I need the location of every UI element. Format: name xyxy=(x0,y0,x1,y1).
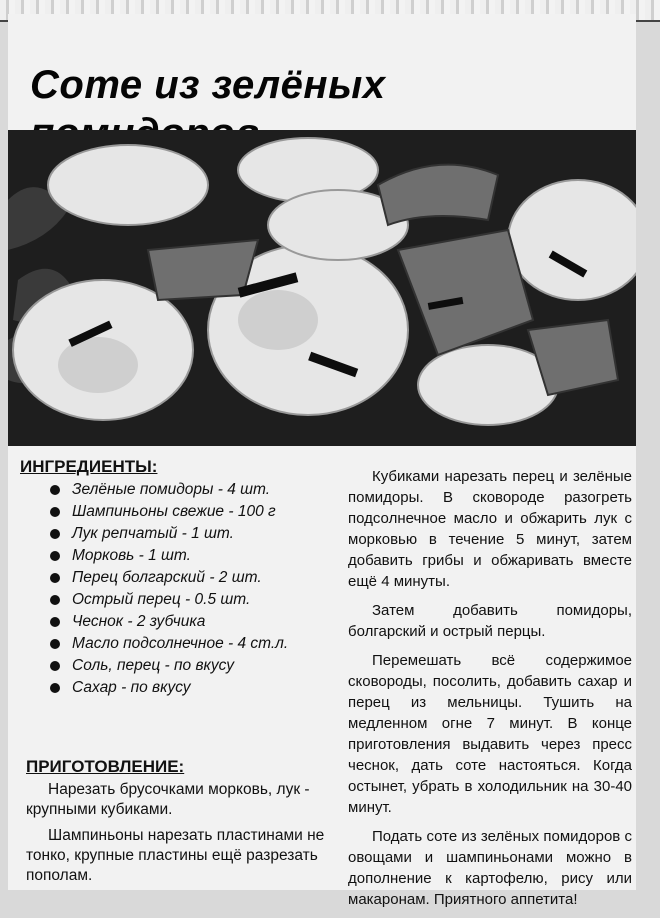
preparation-paragraph: Шампиньоны нарезать пластинами не тонко, крупные пластины ещё разрезать пополам. xyxy=(26,827,325,884)
ingredient-text: Соль, перец - по вкусу xyxy=(72,657,234,674)
ingredients-list xyxy=(20,480,340,698)
dish-photo xyxy=(8,130,636,446)
title-line-1: Соте из зелёных xyxy=(30,62,386,107)
list-item xyxy=(20,590,340,610)
recipe-page xyxy=(8,14,636,908)
preparation-paragraph: Подать соте из зелёных помидоров с овощами и шампиньонами можно в дополнение к картофелю, рису или макаронам. Приятного аппетита! xyxy=(348,828,632,908)
bullet-icon xyxy=(50,639,60,649)
ingredient-text: Перец болгарский - 2 шт. xyxy=(72,569,262,586)
bullet-icon xyxy=(50,661,60,671)
preparation-paragraph: Затем добавить помидоры, болгарский и острый перцы. xyxy=(348,602,632,640)
bullet-icon xyxy=(50,551,60,561)
ingredient-text: Зелёные помидоры - 4 шт. xyxy=(72,481,271,498)
bullet-icon xyxy=(50,507,60,517)
ingredient-text: Острый перец - 0.5 шт. xyxy=(72,591,251,608)
list-item xyxy=(20,568,340,588)
list-item xyxy=(20,524,340,544)
bullet-icon xyxy=(50,573,60,583)
bullet-icon xyxy=(50,595,60,605)
bullet-icon xyxy=(50,683,60,693)
preparation-paragraph: Перемешать всё содержимое сковороды, посолить, добавить сахар и перец из мельницы. Тушить на медленном огне 7 минут. В конце приготовления выдавить через пресс чеснок, дать соте настояться. Когда остынет, убрать в холодильник на 30-40 минут. xyxy=(348,652,632,816)
ingredient-text: Масло подсолнечное - 4 ст.л. xyxy=(72,635,289,652)
list-item xyxy=(20,634,340,654)
ingredient-text: Сахар - по вкусу xyxy=(72,679,191,696)
list-item xyxy=(20,612,340,632)
dish-photo-graphic xyxy=(8,130,636,446)
list-item xyxy=(20,480,340,500)
preparation-paragraph: Кубиками нарезать перец и зелёные помидоры. В сковороде разогреть подсолнечное масло и обжарить лук с морковью в течение 5 минут, затем добавить грибы и обжаривать вместе ещё 4 минуты. xyxy=(348,468,632,590)
ingredients-heading: ИНГРЕДИЕНТЫ: xyxy=(20,457,158,476)
ingredient-text: Лук репчатый - 1 шт. xyxy=(72,525,234,542)
bullet-icon xyxy=(50,617,60,627)
preparation-heading: ПРИГОТОВЛЕНИЕ: xyxy=(26,757,185,776)
preparation-section xyxy=(26,756,336,892)
ingredient-text: Чеснок - 2 зубчика xyxy=(72,613,206,630)
list-item xyxy=(20,502,340,522)
ingredient-text: Шампиньоны свежие - 100 г xyxy=(72,503,276,520)
ingredients-section xyxy=(20,456,340,700)
preparation-continued xyxy=(348,466,632,918)
list-item xyxy=(20,546,340,566)
preparation-paragraph: Нарезать брусочками морковь, лук - крупными кубиками. xyxy=(26,781,310,818)
ingredient-text: Морковь - 1 шт. xyxy=(72,547,191,564)
bullet-icon xyxy=(50,485,60,495)
bullet-icon xyxy=(50,529,60,539)
list-item xyxy=(20,678,340,698)
list-item xyxy=(20,656,340,676)
